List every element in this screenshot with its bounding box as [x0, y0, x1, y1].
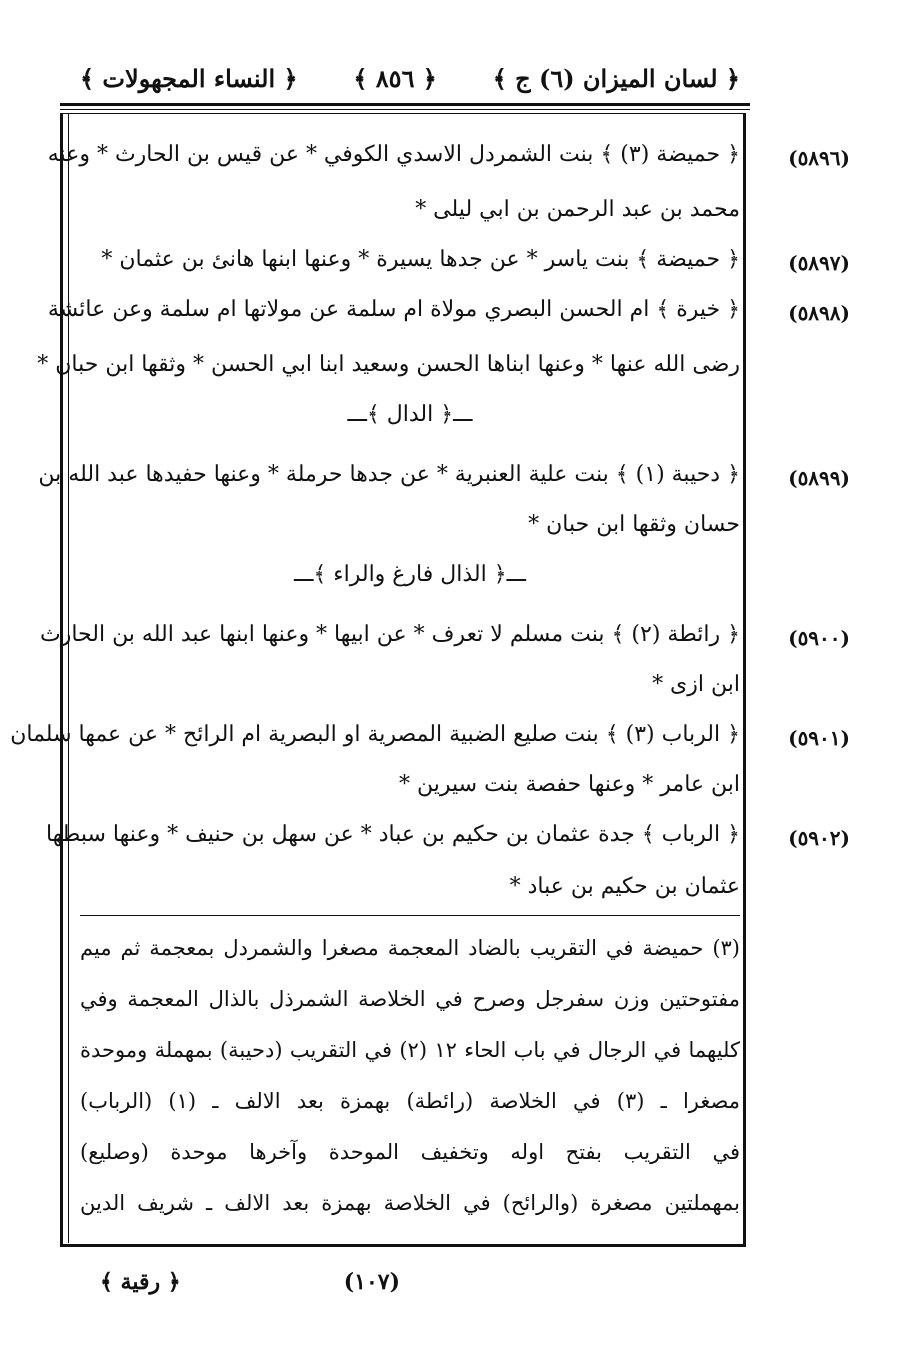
entry-line: ﴿ رائطة (٢) ﴾ بنت مسلم لا تعرف * عن ابيها * وعنها ابنها عبد الله بن الحارث: [40, 622, 740, 647]
entry-line: ﴿ الرباب ﴾ جدة عثمان بن حكيم بن عباد * عن سهل بن حنيف * وعنها سبطها: [45, 822, 740, 847]
entry-number: (٥٨٩٨): [788, 301, 850, 325]
entry-line: ﴿ خيرة ﴾ ام الحسن البصري مولاة ام سلمة عن مولاتها ام سلمة وعن عائشة: [47, 297, 740, 322]
section-title: ﴿ النساء المجهولات ﴾: [80, 63, 298, 93]
entry-line: ﴿ حميضة ﴾ بنت ياسر * عن جدها يسيرة * وعنها ابنها هانئ بن عثمان *: [101, 247, 740, 272]
header-page-number: ﴿ ٨٥٦ ﴾: [353, 63, 437, 93]
entry-number: (٥٨٩٦): [788, 146, 850, 170]
footnote-separator: [80, 915, 740, 916]
footnote-line: في التقريب بفتح اوله وتخفيف الموحدة وآخرها موحدة (وصليع): [80, 1140, 740, 1164]
header-rule-thin: [60, 109, 750, 110]
entry-number: (٥٩٠٠): [788, 626, 850, 650]
entry-number: (٥٩٠١): [788, 726, 850, 750]
frame-inner-rule: [68, 113, 69, 1243]
footnote-line: بمهملتين مصغرة (والرائح) في الخلاصة بهمزة بعد الالف ـ شريف الدين: [80, 1191, 740, 1215]
footnote-line: مصغرا ـ (٣) في الخلاصة (رائطة) بهمزة بعد الالف ـ (١) (الرباب): [80, 1089, 740, 1113]
entry-line: ﴿ الرباب (٣) ﴾ بنت صليع الضبية المصرية او البصرية ام الرائح * عن عمها سلمان: [10, 722, 740, 747]
entry-number: (٥٨٩٧): [788, 251, 850, 275]
section-heading: ـــ﴿ الدال ﴾ـــ: [347, 402, 473, 427]
entry-line: ﴿ حميضة (٣) ﴾ بنت الشمردل الاسدي الكوفي * عن قيس بن الحارث * وعنه: [47, 142, 740, 167]
entry-line: محمد بن عبد الرحمن بن ابي ليلى *: [415, 197, 740, 222]
page-header: [80, 55, 740, 101]
entry-line: عثمان بن حكيم بن عباد *: [509, 874, 740, 899]
footnote-line: مفتوحتين وزن سفرجل وصرح في الخلاصة الشمرذل بالذال المعجمة وفي: [80, 987, 740, 1011]
entry-line: حسان وثقها ابن حبان *: [528, 512, 740, 537]
entry-line: ابن ازى *: [652, 672, 740, 697]
book-title: ﴿ لسان الميزان (٦) ج ﴾: [492, 63, 740, 93]
page-footer: [100, 1262, 400, 1302]
entry-number: (٥٨٩٩): [788, 466, 850, 490]
footer-signature: ﴿ رقية ﴾: [100, 1269, 181, 1295]
entry-line: ﴿ دحيبة (١) ﴾ بنت علية العنبرية * عن جدها حرملة * وعنها حفيدها عبد الله بن: [38, 462, 740, 487]
header-rule-thick: [60, 103, 750, 106]
entry-number: (٥٩٠٢): [788, 826, 850, 850]
footnote-line: (٣) حميضة في التقريب بالضاد المعجمة مصغرا والشمردل بمعجمة ثم ميم: [80, 936, 740, 960]
footnote-line: كليهما في الرجال في باب الحاء ١٢ (٢) في التقريب (دحيبة) بمهملة وموحدة: [80, 1038, 740, 1062]
section-heading: ـــ﴿ الذال فارغ والراء ﴾ـــ: [294, 562, 526, 587]
entry-line: رضى الله عنها * وعنها ابناها الحسن وسعيد ابنا ابي الحسن * وثقها ابن حبان *: [37, 352, 740, 377]
entry-line: ابن عامر * وعنها حفصة بنت سيرين *: [399, 772, 740, 797]
footer-page-number: (١٠٧): [343, 1269, 400, 1295]
